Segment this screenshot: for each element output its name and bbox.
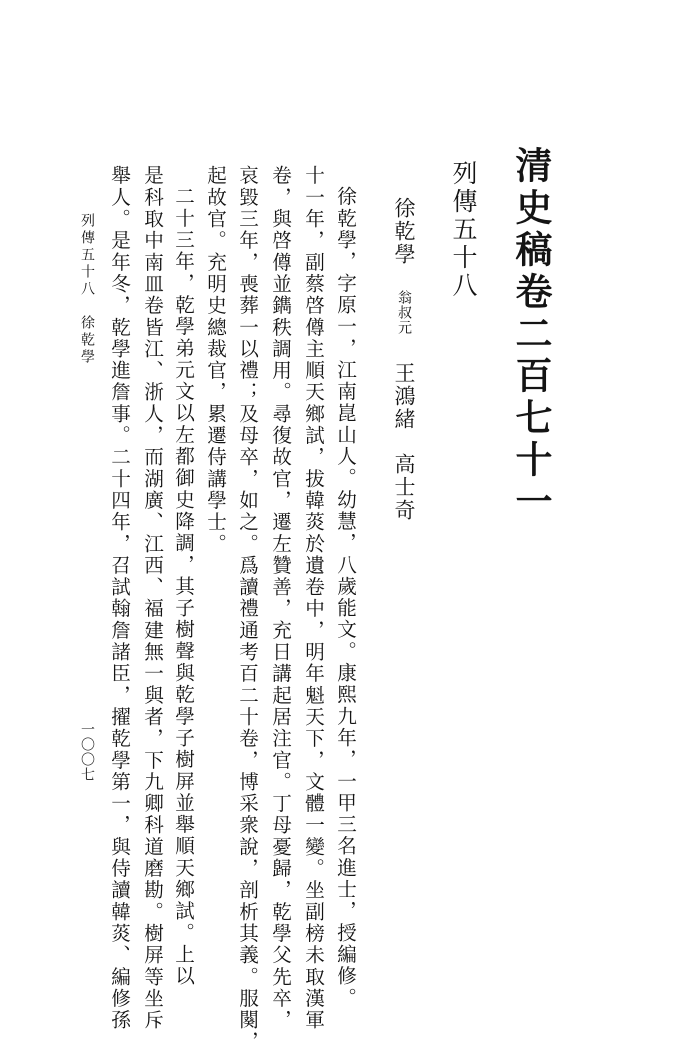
coauthor-name-2: 高士奇: [392, 453, 416, 522]
chapter-title: 清史稿卷二百七十一: [509, 146, 553, 524]
body-column-7: 是科取中南皿卷皆江、浙人，而湖廣、江西、福建無一與者，下九卿科道磨勘。樹屏等坐斥: [140, 165, 164, 1031]
body-column-4: 哀毀三年，喪葬一以禮；及母卒，如之。爲讀禮通考百二十卷，博采衆說，剖析其義。服闋，: [235, 165, 259, 1053]
body-column-8: 舉人。是年冬，乾學進詹事。二十四年，召試翰詹諸臣，擢乾學第一，與侍讀韓菼、編修孫: [107, 165, 131, 1031]
body-column-2: 十一年，副蔡啓僔主順天鄉試，拔韓菼於遺卷中，明年魁天下，文體一變。坐副榜未取漢軍: [301, 165, 325, 1031]
subject-name: 徐乾學: [392, 197, 416, 266]
body-column-3: 卷，與啓僔並鐫秩調用。尋復故官，遷左贊善，充日講起居注官。丁母憂歸，乾學父先卒，: [268, 165, 292, 1031]
body-column-6: 二十三年，乾學弟元文以左都御史降調，其子樹聲與乾學子樹屏並舉順天鄉試。上以: [171, 186, 195, 988]
page-number: 一〇〇七: [79, 722, 95, 782]
coauthor-name-1: 王鴻緒: [392, 362, 416, 431]
body-column-5: 起故官。充明史總裁官，累遷侍講學士。: [203, 165, 227, 555]
subject-note: 翁叔元: [396, 290, 412, 335]
body-column-1: 徐乾學，字原一，江南崑山人。幼慧，八歲能文。康熙九年，一甲三名進士，授編修。: [333, 186, 357, 1009]
chapter-subtitle: 列傳五十八: [449, 160, 478, 300]
running-title: 列傳五十八 徐乾學: [79, 213, 95, 366]
